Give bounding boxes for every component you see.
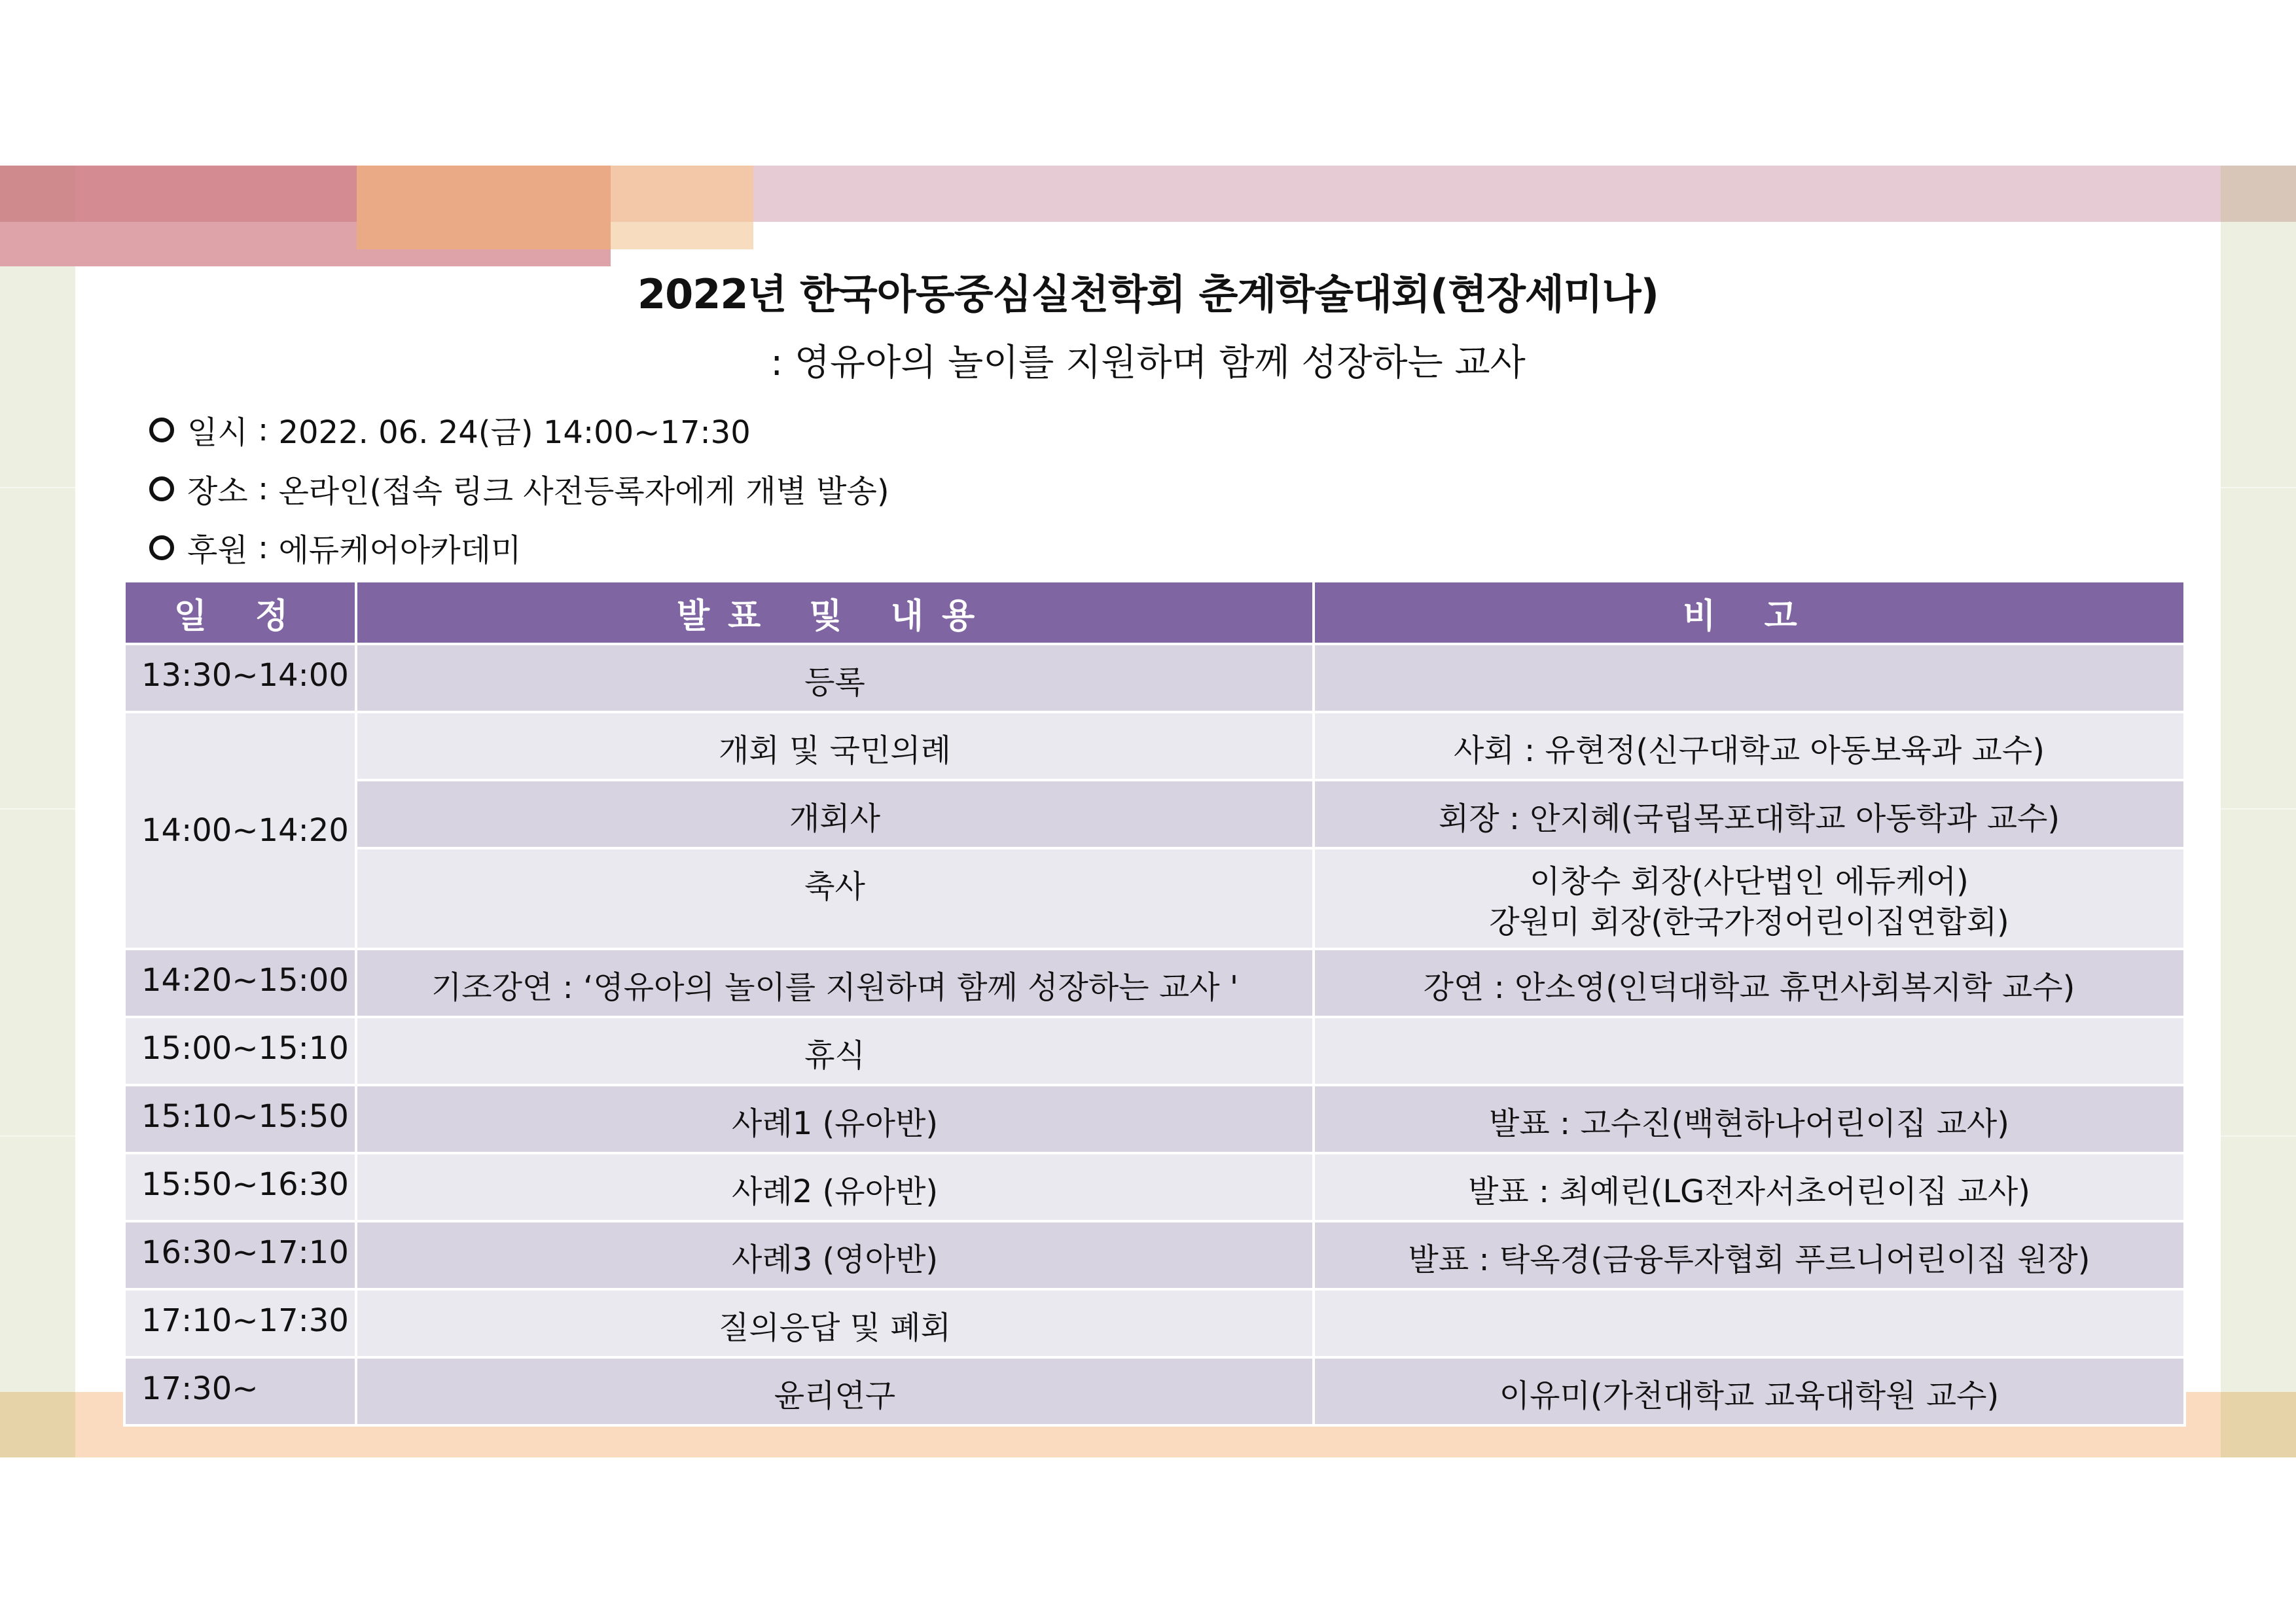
info-label: 후원 xyxy=(187,532,248,569)
info-label: 장소 xyxy=(187,473,248,510)
info-separator: : xyxy=(247,529,279,566)
strip-divider xyxy=(0,1135,75,1137)
table-row xyxy=(124,780,2185,848)
row-time: 15:00~15:10 xyxy=(124,1017,356,1085)
table-row xyxy=(124,1085,2185,1153)
row-time: 17:30~ xyxy=(124,1357,356,1425)
row-note: 발표 : 탁옥경(금융투자협회 푸르니어린이집 원장) xyxy=(1314,1221,2185,1289)
row-time: 15:10~15:50 xyxy=(124,1085,356,1153)
bullet-circle-icon xyxy=(149,476,174,501)
strip-divider xyxy=(0,487,75,488)
row-content: 개회사 xyxy=(356,780,1314,848)
info-value: 2022. 06. 24(금) 14:00~17:30 xyxy=(278,414,751,451)
table-row xyxy=(124,644,2185,712)
row-time: 14:20~15:00 xyxy=(124,949,356,1017)
row-note xyxy=(1314,1017,2185,1085)
row-note: 강연 : 안소영(인덕대학교 휴먼사회복지학 교수) xyxy=(1314,949,2185,1017)
schedule-table xyxy=(123,580,2186,1427)
row-note xyxy=(1314,1289,2185,1357)
table-row xyxy=(124,1153,2185,1221)
row-content: 등록 xyxy=(356,644,1314,712)
row-content: 사례1 (유아반) xyxy=(356,1085,1314,1153)
table-row xyxy=(124,712,2185,780)
row-time: 17:10~17:30 xyxy=(124,1289,356,1357)
bottom-right-corner-block xyxy=(2221,1392,2296,1457)
table-row xyxy=(124,848,2185,949)
row-time: 14:00~14:20 xyxy=(124,712,356,949)
table-row xyxy=(124,1357,2185,1425)
strip-divider xyxy=(2221,808,2296,810)
left-decorative-strip xyxy=(0,266,75,1392)
header-schedule: 일 정 xyxy=(124,581,356,644)
table-row xyxy=(124,1221,2185,1289)
right-decorative-strip xyxy=(2221,222,2296,1392)
row-note: 발표 : 최예린(LG전자서초어린이집 교사) xyxy=(1314,1153,2185,1221)
strip-divider xyxy=(0,808,75,810)
row-time: 15:50~16:30 xyxy=(124,1153,356,1221)
info-value: 에듀케어아카데미 xyxy=(278,532,522,569)
top-decorative-block xyxy=(357,166,611,249)
info-value: 온라인(접속 링크 사전등록자에게 개별 발송) xyxy=(278,473,889,510)
row-time: 13:30~14:00 xyxy=(124,644,356,712)
info-date xyxy=(149,407,751,452)
info-location xyxy=(149,466,889,511)
note-line: 강원미 회장(한국가정어린이집연합회) xyxy=(1489,904,2009,940)
row-note: 이유미(가천대학교 교육대학원 교수) xyxy=(1314,1357,2185,1425)
bullet-circle-icon xyxy=(149,418,174,442)
top-right-corner-block xyxy=(2221,166,2296,222)
table-row xyxy=(124,949,2185,1017)
document-subtitle: : 영유아의 놀이를 지원하며 함께 성장하는 교사 xyxy=(770,342,1526,384)
row-note: 사회 : 유현정(신구대학교 아동보육과 교수) xyxy=(1314,712,2185,780)
row-content: 개회 및 국민의례 xyxy=(356,712,1314,780)
document-title: 2022년 한국아동중심실천학회 춘계학술대회(현장세미나) xyxy=(637,270,1659,318)
row-note: 발표 : 고수진(백현하나어린이집 교사) xyxy=(1314,1085,2185,1153)
row-content: 사례3 (영아반) xyxy=(356,1221,1314,1289)
table-row xyxy=(124,1017,2185,1085)
note-line: 이창수 회장(사단법인 에듀케어) xyxy=(1530,863,1969,900)
bullet-circle-icon xyxy=(149,535,174,560)
info-sponsor xyxy=(149,525,521,570)
info-separator: : xyxy=(247,470,279,507)
info-label: 일시 xyxy=(187,414,248,451)
row-content: 윤리연구 xyxy=(356,1357,1314,1425)
info-separator: : xyxy=(247,411,279,448)
table-row xyxy=(124,1289,2185,1357)
strip-divider xyxy=(2221,1135,2296,1137)
header-content: 발표 및 내용 xyxy=(356,581,1314,644)
table-header-row xyxy=(124,581,2185,644)
row-note xyxy=(1314,848,2185,949)
row-content: 기조강연 : ‘영유아의 놀이를 지원하며 함께 성장하는 교사 ' xyxy=(356,949,1314,1017)
row-content: 휴식 xyxy=(356,1017,1314,1085)
row-content: 축사 xyxy=(356,848,1314,949)
strip-divider xyxy=(2221,487,2296,488)
top-decorative-block xyxy=(0,166,75,222)
row-note xyxy=(1314,644,2185,712)
header-note: 비 고 xyxy=(1314,581,2185,644)
row-content: 질의응답 및 폐회 xyxy=(356,1289,1314,1357)
bottom-left-corner-block xyxy=(0,1392,75,1457)
top-decorative-block xyxy=(611,222,753,249)
row-content: 사례2 (유아반) xyxy=(356,1153,1314,1221)
row-time: 16:30~17:10 xyxy=(124,1221,356,1289)
row-note: 회장 : 안지혜(국립목포대학교 아동학과 교수) xyxy=(1314,780,2185,848)
